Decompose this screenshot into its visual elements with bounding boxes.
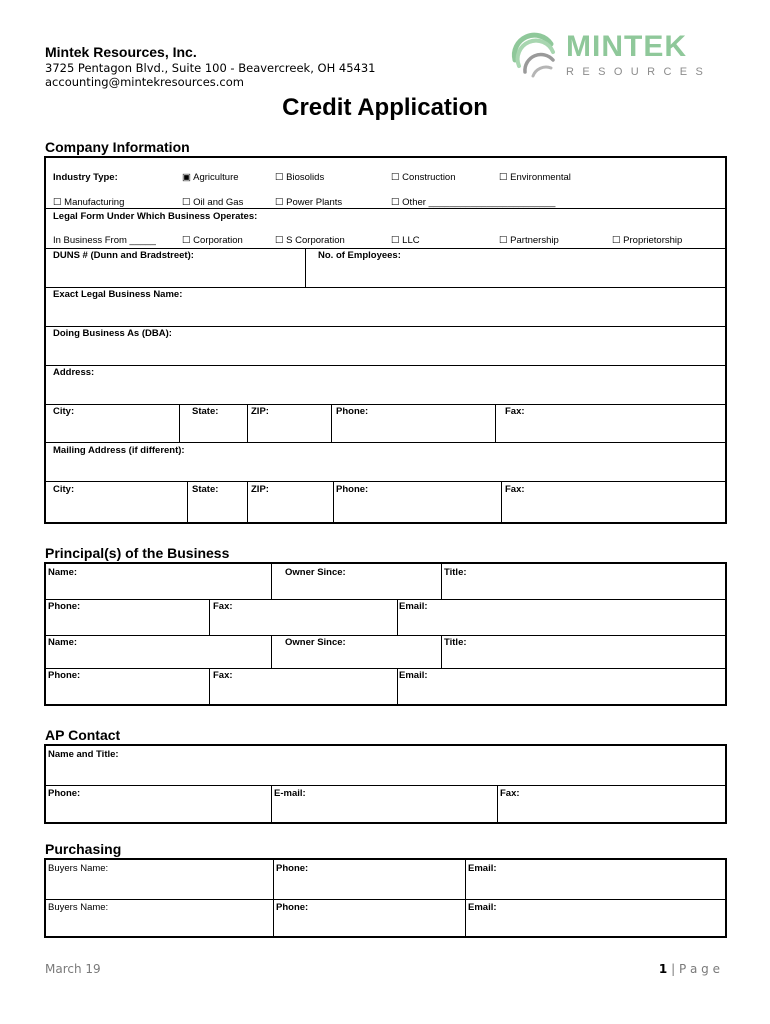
address-label[interactable]: Address: bbox=[53, 367, 95, 378]
mailing-city-label[interactable]: City: bbox=[53, 484, 75, 495]
industry-option-manufacturing[interactable]: ☐ Manufacturing bbox=[53, 197, 125, 208]
industry-option-biosolids[interactable]: ☐ Biosolids bbox=[275, 172, 325, 183]
principal-1-fax-label[interactable]: Fax: bbox=[213, 601, 233, 612]
legal-option-partnership[interactable]: ☐ Partnership bbox=[499, 235, 559, 246]
mailing-phone-label[interactable]: Phone: bbox=[336, 484, 369, 495]
in-business-from-field[interactable]: In Business From _____ bbox=[53, 235, 156, 246]
zip-label[interactable]: ZIP: bbox=[251, 406, 269, 417]
legal-name-label[interactable]: Exact Legal Business Name: bbox=[53, 289, 183, 300]
mailing-zip-label[interactable]: ZIP: bbox=[251, 484, 269, 495]
buyer-2-email-label[interactable]: Email: bbox=[468, 902, 497, 913]
page-title: Credit Application bbox=[282, 94, 488, 121]
ap-email-label[interactable]: E-mail: bbox=[274, 788, 306, 799]
buyer-1-name-label[interactable]: Buyers Name: bbox=[48, 863, 109, 874]
fax-label[interactable]: Fax: bbox=[505, 406, 525, 417]
legal-option-proprietorship[interactable]: ☐ Proprietorship bbox=[612, 235, 683, 246]
company-info-box bbox=[44, 156, 727, 524]
logo-word: MINTEK bbox=[566, 30, 687, 63]
city-label[interactable]: City: bbox=[53, 406, 75, 417]
principal-2-phone-label[interactable]: Phone: bbox=[48, 670, 81, 681]
checkbox-icon: ☐ bbox=[391, 197, 400, 208]
page-number: 1 bbox=[658, 962, 668, 976]
checkbox-icon: ☐ bbox=[53, 197, 62, 208]
buyer-2-name-label[interactable]: Buyers Name: bbox=[48, 902, 109, 913]
principal-1-owner-since-label[interactable]: Owner Since: bbox=[285, 567, 346, 578]
purchasing-box bbox=[44, 858, 727, 938]
footer-page bbox=[659, 962, 720, 976]
principal-2-fax-label[interactable]: Fax: bbox=[213, 670, 233, 681]
checkbox-checked-icon: ▣ bbox=[182, 172, 191, 183]
industry-option-other[interactable]: ☐ Other ________________________ bbox=[391, 197, 556, 208]
checkbox-icon: ☐ bbox=[499, 235, 508, 246]
checkbox-icon: ☐ bbox=[182, 197, 191, 208]
employees-label[interactable]: No. of Employees: bbox=[318, 250, 401, 261]
principal-2-owner-since-label[interactable]: Owner Since: bbox=[285, 637, 346, 648]
company-email: accounting@mintekresources.com bbox=[45, 75, 244, 89]
industry-option-environmental[interactable]: ☐ Environmental bbox=[499, 172, 571, 183]
phone-label[interactable]: Phone: bbox=[336, 406, 369, 417]
principals-box bbox=[44, 562, 727, 706]
checkbox-icon: ☐ bbox=[275, 172, 284, 183]
buyer-2-phone-label[interactable]: Phone: bbox=[276, 902, 309, 913]
checkbox-icon: ☐ bbox=[499, 172, 508, 183]
industry-option-construction[interactable]: ☐ Construction bbox=[391, 172, 456, 183]
principal-2-name-label[interactable]: Name: bbox=[48, 637, 78, 648]
industry-option-power-plants[interactable]: ☐ Power Plants bbox=[275, 197, 343, 208]
ap-contact-title: AP Contact bbox=[45, 727, 121, 743]
principal-1-name-label[interactable]: Name: bbox=[48, 567, 78, 578]
principal-1-email-label[interactable]: Email: bbox=[399, 601, 428, 612]
legal-option-corporation[interactable]: ☐ Corporation bbox=[182, 235, 243, 246]
mailing-address-label[interactable]: Mailing Address (if different): bbox=[53, 445, 185, 456]
checkbox-icon: ☐ bbox=[275, 235, 284, 246]
legal-option-llc[interactable]: ☐ LLC bbox=[391, 235, 420, 246]
checkbox-icon: ☐ bbox=[391, 235, 400, 246]
page-word: | P a g e bbox=[667, 962, 720, 976]
principal-1-phone-label[interactable]: Phone: bbox=[48, 601, 81, 612]
company-name: Mintek Resources, Inc. bbox=[45, 44, 197, 60]
checkbox-icon: ☐ bbox=[391, 172, 400, 183]
industry-type-label: Industry Type: bbox=[53, 172, 118, 183]
logo-sub: RESOURCES bbox=[566, 66, 712, 78]
state-label[interactable]: State: bbox=[192, 406, 219, 417]
principal-2-title-label[interactable]: Title: bbox=[444, 637, 467, 648]
mintek-logo-icon bbox=[507, 30, 559, 80]
checkbox-icon: ☐ bbox=[612, 235, 621, 246]
checkbox-icon: ☐ bbox=[182, 235, 191, 246]
ap-contact-box bbox=[44, 744, 727, 824]
company-address: 3725 Pentagon Blvd., Suite 100 - Beavercreek, OH 45431 bbox=[45, 61, 376, 75]
buyer-1-email-label[interactable]: Email: bbox=[468, 863, 497, 874]
purchasing-title: Purchasing bbox=[45, 841, 122, 857]
checkbox-icon: ☐ bbox=[275, 197, 284, 208]
legal-form-label: Legal Form Under Which Business Operates: bbox=[53, 211, 258, 222]
principals-title: Principal(s) of the Business bbox=[45, 545, 230, 561]
industry-option-agriculture[interactable]: ▣ Agriculture bbox=[182, 172, 239, 183]
industry-option-oil-gas[interactable]: ☐ Oil and Gas bbox=[182, 197, 244, 208]
principal-1-title-label[interactable]: Title: bbox=[444, 567, 467, 578]
ap-phone-label[interactable]: Phone: bbox=[48, 788, 81, 799]
mailing-state-label[interactable]: State: bbox=[192, 484, 219, 495]
dba-label[interactable]: Doing Business As (DBA): bbox=[53, 328, 172, 339]
mailing-fax-label[interactable]: Fax: bbox=[505, 484, 525, 495]
legal-option-s-corporation[interactable]: ☐ S Corporation bbox=[275, 235, 345, 246]
footer-date: March 19 bbox=[45, 962, 101, 976]
principal-2-email-label[interactable]: Email: bbox=[399, 670, 428, 681]
buyer-1-phone-label[interactable]: Phone: bbox=[276, 863, 309, 874]
ap-fax-label[interactable]: Fax: bbox=[500, 788, 520, 799]
ap-name-title-label[interactable]: Name and Title: bbox=[48, 749, 119, 760]
duns-label[interactable]: DUNS # (Dunn and Bradstreet): bbox=[53, 250, 194, 261]
company-info-title: Company Information bbox=[45, 139, 190, 155]
